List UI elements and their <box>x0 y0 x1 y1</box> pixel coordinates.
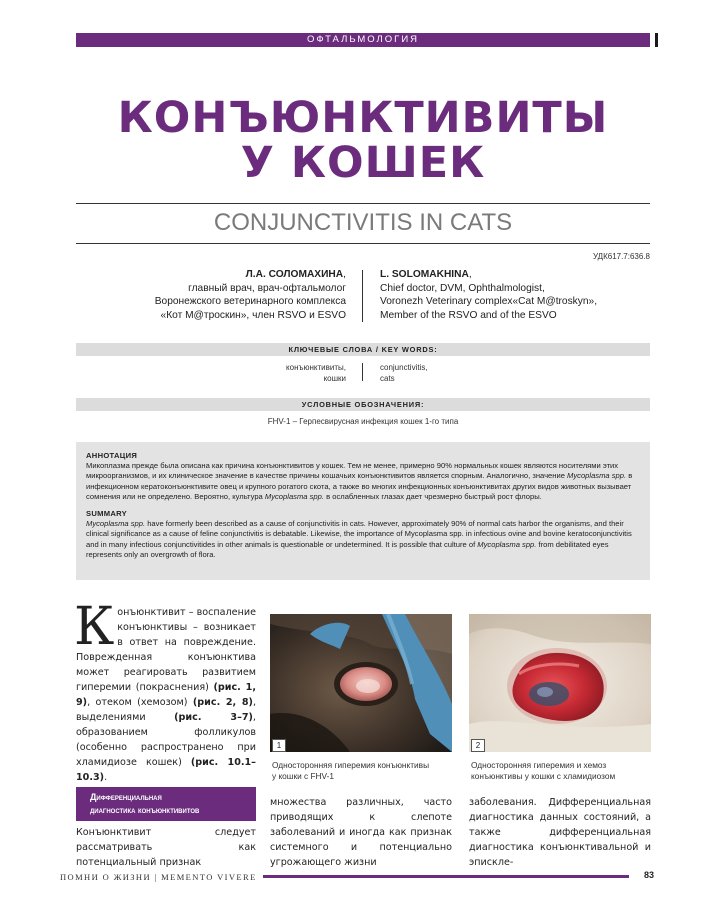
author-name-en: L. SOLOMAKHINA <box>380 269 469 280</box>
abbreviations-text: FHV-1 – Герпесвирусная инфекция кошек 1-го типа <box>267 417 459 426</box>
drop-cap: К <box>74 597 115 657</box>
title-rule-bottom <box>76 243 650 244</box>
keyword-en-2: cats <box>380 374 395 383</box>
figure-ref: (рис. 1, 9) <box>76 682 257 708</box>
keywords-label: КЛЮЧЕВЫЕ СЛОВА / KEY WORDS: <box>288 345 438 354</box>
section-label: ОФТАЛЬМОЛОГИЯ <box>306 34 420 45</box>
figure-ref: (рис. 2, 8) <box>192 697 253 708</box>
keyword-en-1: conjunctivitis, <box>380 363 428 372</box>
title-ru-line1: КОНЪЮНКТИВИТЫ <box>117 93 609 143</box>
abstract-en-part: have formerly been described as a cause of conjunctivitis in cats. However, approximately 90% of normal cats harbor the organisms, and their clinical significance as a cause of feline conjunctivitis is debatable. Likewise, the importance of Mycoplasma spp. in infectious ovine and bovine keratoconjunctivitis and in many infectious conjunctivitides in other animals is questionable or undetermined. It is possible that culture of <box>86 519 632 549</box>
figure-2-caption <box>471 760 653 782</box>
author-en-line3: Member of the RSVO and of the ESVO <box>380 309 557 321</box>
figure-1-caption-line1: Односторонняя гиперемия конъюнктивы <box>272 760 430 770</box>
abstract-ru-italic: Mycoplasma spp. <box>264 491 324 501</box>
keywords-ru <box>200 362 346 384</box>
body-text: , выделениями <box>76 697 256 723</box>
author-divider <box>362 270 363 322</box>
keyword-ru-1: конъюнктивиты, <box>286 363 346 372</box>
abstract-heading-ru: АННОТАЦИЯ <box>86 451 138 460</box>
title-ru-line2: У КОШЕК <box>240 138 486 188</box>
section-bar <box>76 33 650 47</box>
body-column-3: заболевания. Дифференциальная диагностика данных состояний, а также дифференциальная диагностика конъюнктивальной и эпискле- <box>469 797 651 868</box>
author-block-ru <box>76 268 346 322</box>
author-en-line1: Chief doctor, DVM, Ophthalmologist, <box>380 282 545 294</box>
figure-1-caption <box>272 760 452 782</box>
keywords-en <box>380 362 580 384</box>
page-number: 83 <box>643 870 654 880</box>
abstract-ru-part: в инфекционном кератоконъюнктивите овец и крупного рогатого скота, а также во многих инфекционных конъюнктивитах других видов животных вызывает сомнения или не определено. Вероятно, культура <box>86 471 633 501</box>
abbreviations-label: УСЛОВНЫЕ ОБОЗНАЧЕНИЯ: <box>301 400 425 409</box>
author-sep-en: , <box>468 269 472 280</box>
author-name-ru: Л.А. СОЛОМАХИНА <box>245 269 344 280</box>
body-text: . <box>104 772 108 783</box>
article-title-en: CONJUNCTIVITIS IN CATS <box>213 209 513 236</box>
section-heading-line2: диагностика конъюнктивитов <box>90 805 200 815</box>
body-column-2: множества различных, часто приводящих к слепоте заболеваний и иногда как признак системного и потенциально угрожающего жизни <box>270 797 452 868</box>
figure-ref: (рис. 3–7) <box>174 712 253 723</box>
body-text: онъюнктивит – воспаление конъюнктивы – возникает в ответ на повреждение. Поврежденная конъюнктива может реагировать развитием гиперемии (покраснения) <box>76 607 256 693</box>
figure-2-caption-line1: Односторонняя гиперемия и хемоз <box>471 760 607 770</box>
abstract-text-en <box>86 519 640 560</box>
abstract-box <box>76 442 650 580</box>
abstract-ru-part: Микоплазма прежде была описана как причина конъюнктивитов у кошек. Тем не менее, примерно 90% нормальных кошек являются носителями этих микроорганизмов, и их клиническое значение в качестве причины кошачьих конъюнктивитов является спорным. Аналогично, значение <box>86 461 619 481</box>
figure-ref: (рис. 10.1–10.3) <box>76 757 256 783</box>
abstract-ru-part: в ослабленных глазах дает чрезмерно быстрый рост флоры. <box>323 491 542 501</box>
section-heading-box <box>76 787 256 821</box>
body-text: , образованием фолликулов (особенно распространено при хламидиозе кошек) <box>76 712 256 768</box>
author-ru-line3: «Кот М@троскин», член RSVO и ESVO <box>160 309 346 321</box>
author-en-line2: Voronezh Veterinary complex«Cat M@troskyn», <box>380 296 598 307</box>
section-heading <box>90 791 246 817</box>
author-block-en <box>380 268 670 322</box>
figure-1-photo <box>270 614 452 752</box>
abstract-en-italic: Mycoplasma spp. <box>477 539 537 549</box>
section-heading-line1: Дифференциальная <box>90 792 162 802</box>
abstract-en-italic: Mycoplasma spp. <box>86 519 146 529</box>
abstract-ru-italic: Mycoplasma spp. <box>567 471 627 481</box>
title-rule-top <box>76 203 650 204</box>
footer-rule <box>263 875 629 878</box>
keyword-ru-2: кошки <box>323 374 346 383</box>
section-tick <box>655 33 658 47</box>
udk-code: УДК617.7:636.8 <box>592 252 650 261</box>
keywords-divider <box>362 363 363 381</box>
figure-2-caption-line2: конъюнктивы у кошки с хламидиозом <box>471 771 616 781</box>
abstract-text-ru <box>86 461 640 502</box>
figure-2-number: 2 <box>471 739 485 752</box>
figure-1-number: 1 <box>272 739 286 752</box>
body-column-1 <box>74 597 257 785</box>
figure-2-photo <box>469 614 651 752</box>
abstract-en-part: from debilitated eyes represents only an overgrowth of flora. <box>86 539 609 560</box>
author-ru-line1: главный врач, врач-офтальмолог <box>188 282 346 294</box>
body-text: , отеком (хемозом) <box>87 697 193 708</box>
article-title-ru <box>76 93 650 188</box>
body-column-1-tail: Конъюнктивит следует рассматривать как потенциальный признак <box>76 827 256 868</box>
journal-footer: ПОМНИ О ЖИЗНИ | MEMENTO VIVERE <box>60 872 257 882</box>
keywords-bar <box>76 343 650 356</box>
abstract-heading-en: SUMMARY <box>86 509 128 519</box>
author-ru-line2: Воронежского ветеринарного комплекса <box>154 296 346 307</box>
author-sep-ru: , <box>343 269 346 280</box>
abbreviations-bar <box>76 398 650 411</box>
figure-1-caption-line2: у кошки с FHV-1 <box>272 771 334 781</box>
